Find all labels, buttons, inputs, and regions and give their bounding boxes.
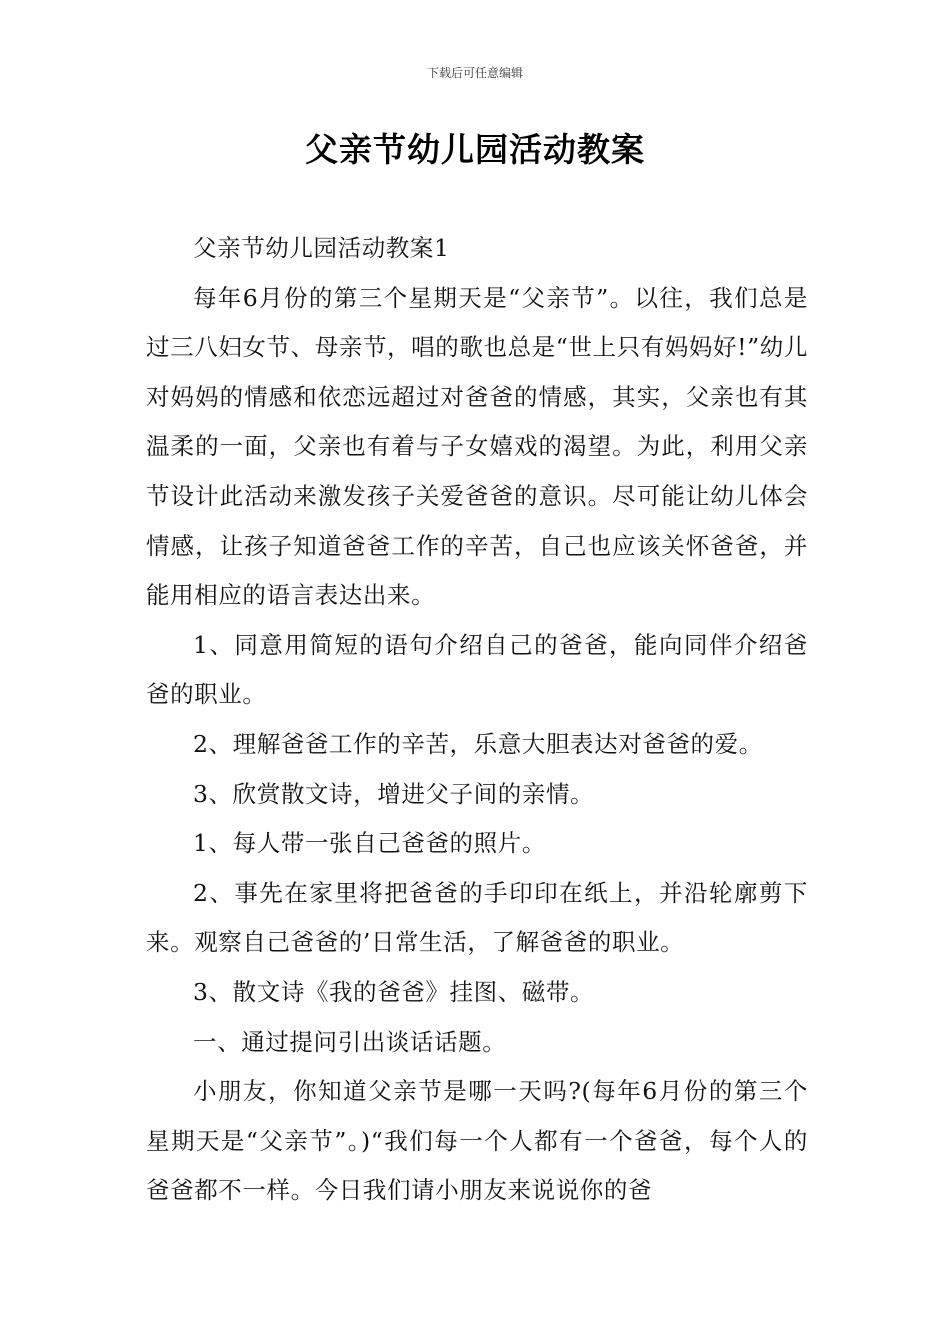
document-body bbox=[146, 224, 808, 1216]
process-step-1: 一、通过提问引出谈话话题。 bbox=[193, 1027, 507, 1056]
header-note: 下载后可任意编辑 bbox=[426, 66, 523, 80]
goal-item-3: 3、欣赏散文诗，增进父子间的亲情。 bbox=[193, 779, 595, 808]
prep-item-2: 2、事先在家里将把爸爸的手印印在纸上，并沿轮廓剪下来。观察自己爸爸的’日常生活，了解爸爸的职业。 bbox=[146, 878, 808, 957]
goal-item-1: 1、同意用简短的语句介绍自己的爸爸，能向同伴介绍爸爸的职业。 bbox=[146, 630, 808, 709]
intro-paragraph: 每年6月份的第三个星期天是“父亲节”。以往，我们总是过三八妇女节、母亲节，唱的歌也总是“世上只有妈妈好!”幼儿对妈妈的情感和依恋远超过对爸爸的情感，其实，父亲也有其温柔的一面，父亲也有着与子女嬉戏的渴望。为此，利用父亲节设计此活动来激发孩子关爱爸爸的意识。尽可能让幼儿体会情感，让孩子知道爸爸工作的辛苦，自己也应该关怀爸爸，并能用相应的语言表达出来。 bbox=[146, 283, 808, 610]
process-paragraph: 小朋友，你知道父亲节是哪一天吗?(每年6月份的第三个星期天是“父亲节”。)“我们每一个人都有一个爸爸，每个人的爸爸都不一样。今日我们请小朋友来说说你的爸 bbox=[146, 1077, 808, 1205]
section-heading: 父亲节幼儿园活动教案1 bbox=[193, 234, 450, 262]
prep-item-3: 3、散文诗《我的爸爸》挂图、磁带。 bbox=[193, 977, 595, 1006]
document-title: 父亲节幼儿园活动教案 bbox=[305, 130, 645, 169]
goal-item-2: 2、理解爸爸工作的辛苦，乐意大胆表达对爸爸的爱。 bbox=[193, 729, 763, 758]
prep-item-1: 1、每人带一张自己爸爸的照片。 bbox=[193, 829, 546, 858]
